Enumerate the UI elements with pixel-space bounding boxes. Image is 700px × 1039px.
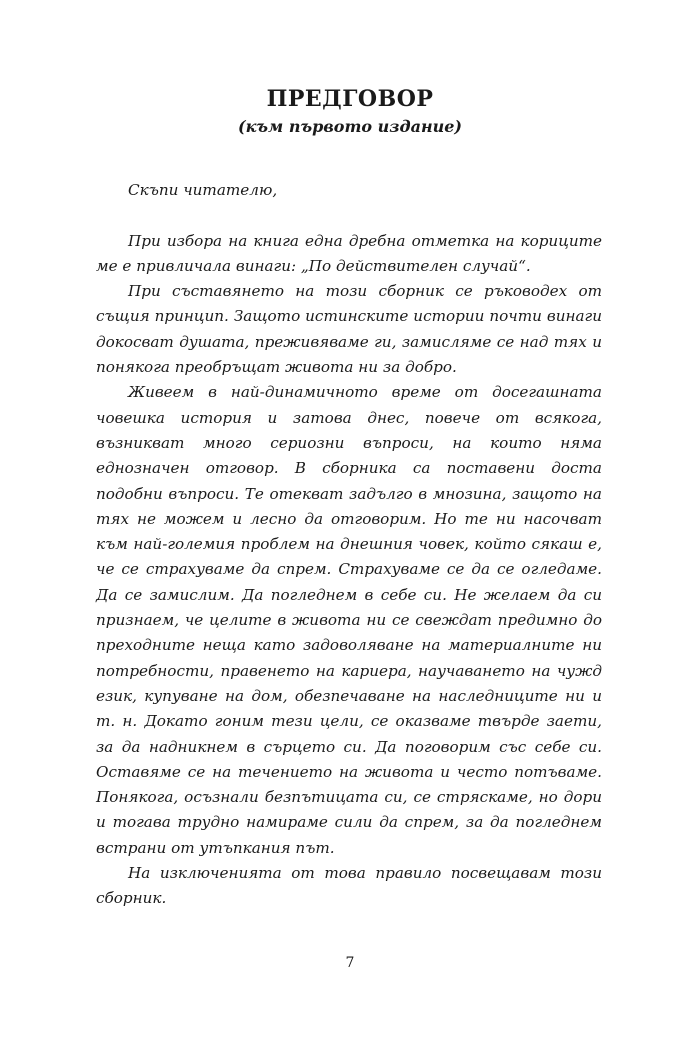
chapter-subtitle: (към първото издание): [238, 117, 462, 136]
chapter-title: ПРЕДГОВОР: [266, 86, 434, 112]
paragraph-3: Живеем в най-динамичното време от досегашната човешка история и затова днес, повече от всякога, възникват много сериозни въпроси, на които няма еднозначен отговор. В сборника са поставени доста подобни въпроси. Те отекват задълго в мнозина, защото на тях не можем и лесно да отговорим. Но те ни насочват към най-големия проблем на днешния човек, който сякаш е, че се страхуваме да спрем. Страхуваме се да се огледаме. Да се замислим. Да погледнем в себе си. Не желаем да си признаем, че целите в живота ни се свеждат предимно до преходните неща като задоволяване на материалните ни потребности, правенето на кариера, научаването на чужд език, купуване на дом, обезпечаване на наследниците ни и т. н. Докато гоним тези цели, се оказваме твърде заети, за да надникнем в сърцето си. Да поговорим със себе си. Оставяме се на течението на живота и често потъваме. Понякога, осъзнали безпътицата си, се стряскаме, но дори и тогава трудно намираме сили да спрем, за да погледнем встрани от утъпкания път.: [96, 383, 602, 857]
body-text: [96, 178, 602, 912]
paragraph-2: При съставянето на този сборник се ръководех от същия принцип. Защото истинските истории почти винаги докосват душата, преживяваме ги, замисляме се над тях и понякога преобръщат живота ни за добро.: [96, 282, 602, 377]
paragraph-4: На изключенията от това правило посвещавам този сборник.: [96, 864, 602, 908]
paragraph-1: При избора на книга една дребна отметка на кориците ме е привличала винаги: „По действителен случай“.: [96, 231, 602, 275]
salutation: Скъпи читателю,: [128, 181, 278, 199]
page-number: 7: [345, 955, 355, 971]
